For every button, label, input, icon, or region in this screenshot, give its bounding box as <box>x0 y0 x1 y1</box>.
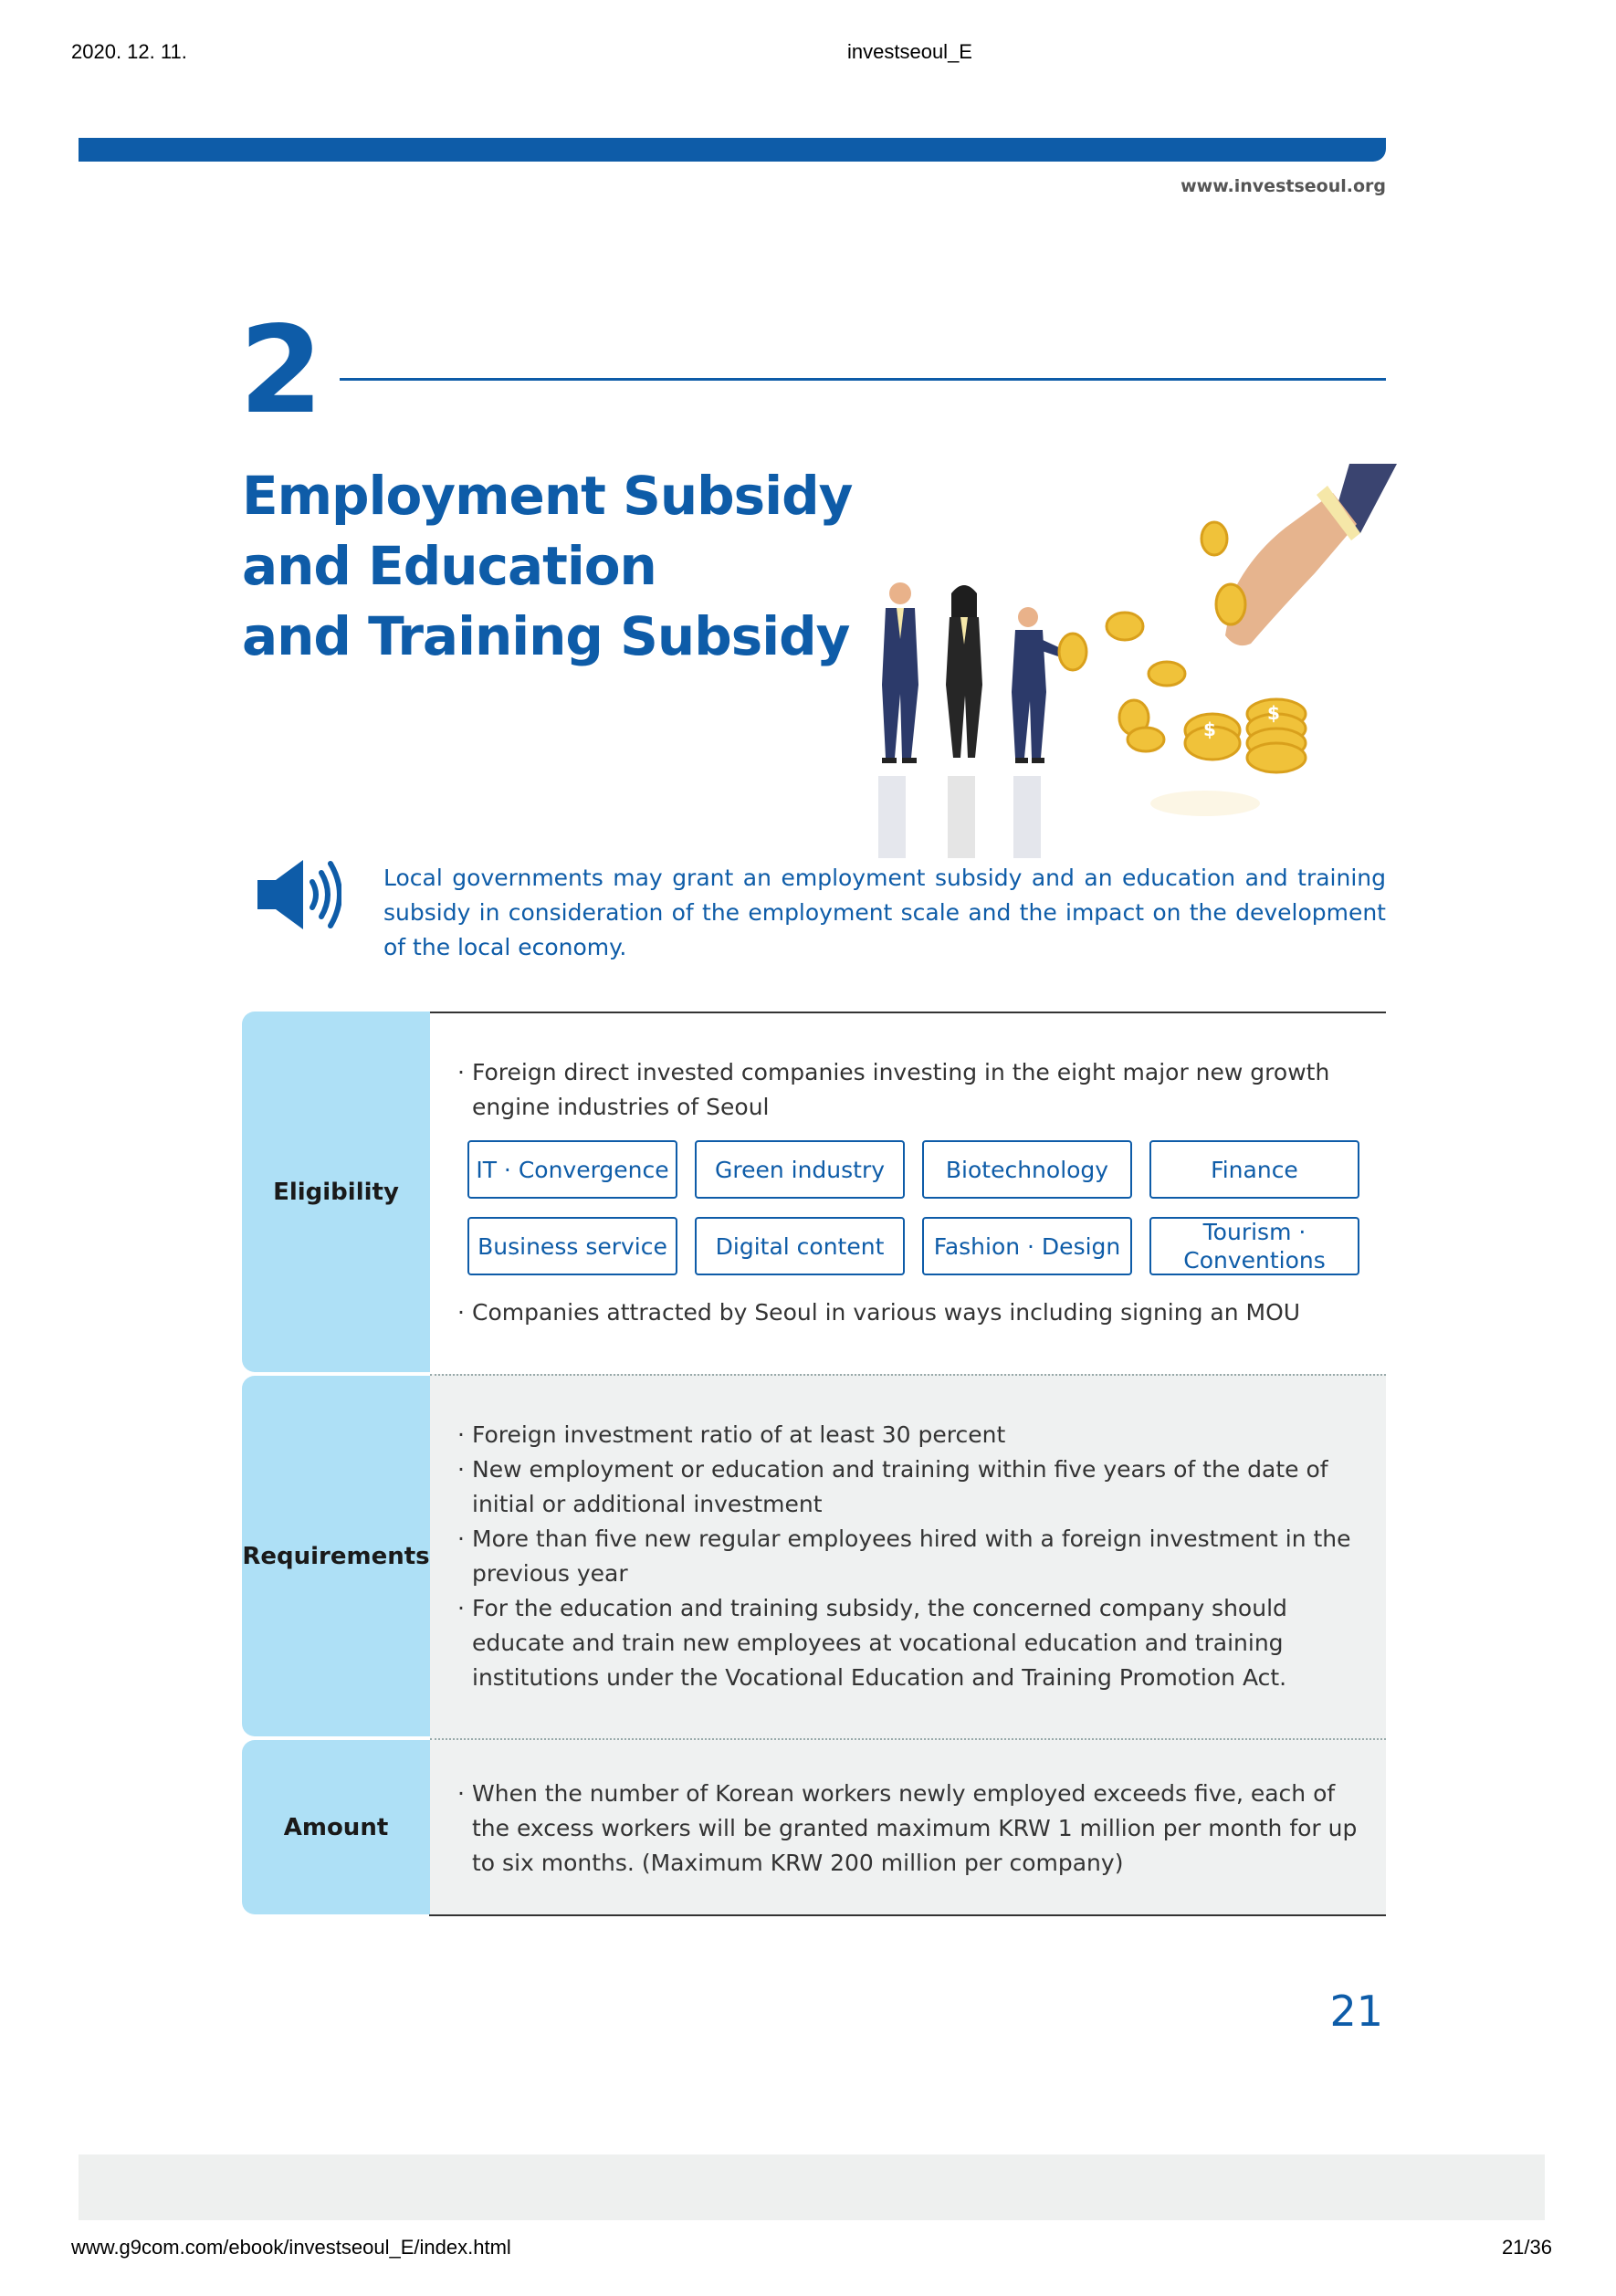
footer-band <box>79 2154 1545 2220</box>
speaker-icon <box>254 856 341 933</box>
businessman-icon <box>882 582 918 763</box>
eligibility-body <box>430 1012 1386 1372</box>
industry-chip: Business service <box>467 1217 677 1275</box>
industry-chip: Tourism · Conventions <box>1149 1217 1359 1275</box>
industry-chip: Green industry <box>695 1140 905 1199</box>
title-line: and Education <box>242 535 656 597</box>
amount-text: · When the number of Korean workers newly employed exceeds five, each of the excess workers will be granted maximum KRW 1 million per month for up to six months. (Maximum KRW 200 million per company) <box>457 1777 1376 1881</box>
requirement-item: · Foreign investment ratio of at least 30 percent <box>457 1418 1361 1452</box>
industry-chip: Digital content <box>695 1217 905 1275</box>
industry-chip: Fashion · Design <box>922 1217 1132 1275</box>
requirement-item: · New employment or education and training within five years of the date of initial or additional investment <box>457 1452 1361 1522</box>
print-url[interactable]: www.g9com.com/ebook/investseoul_E/index.html <box>71 2236 511 2259</box>
svg-text:$: $ <box>1267 702 1280 724</box>
business-people-coins-illustration <box>849 456 1397 867</box>
industry-grid <box>467 1140 1362 1275</box>
amount-label: Amount <box>242 1740 430 1914</box>
header-bar <box>79 138 1386 162</box>
page-number: 21 <box>1329 1987 1383 2036</box>
title-line: Employment Subsidy <box>242 465 853 527</box>
requirement-item: · More than five new regular employees hired with a foreign investment in the previous year <box>457 1522 1361 1591</box>
svg-text:$: $ <box>1203 718 1216 740</box>
page-title <box>242 461 852 672</box>
print-doc-title: investseoul_E <box>847 40 972 63</box>
print-page-count: 21/36 <box>1501 2236 1552 2259</box>
businesswoman-icon <box>946 585 982 758</box>
requirements-body <box>430 1374 1386 1738</box>
intro-text: Local governments may grant an employment subsidy and an education and training subsidy in consideration of the employment scale and the impact on the development of the local economy. <box>383 865 1386 960</box>
eligibility-label: Eligibility <box>242 1012 430 1372</box>
title-line: and Training Subsidy <box>242 605 850 667</box>
requirements-label: Requirements <box>242 1376 430 1736</box>
coin-icon <box>1059 613 1306 772</box>
requirement-item: · For the education and training subsidy, the concerned company should educate and train new employees at vocational education and training institutions under the Vocational Education and Training Promotion Act. <box>457 1591 1361 1695</box>
requirements-list <box>457 1418 1361 1695</box>
section-number: 2 <box>239 300 323 441</box>
industry-chip: Biotechnology <box>922 1140 1132 1199</box>
industry-chip: Finance <box>1149 1140 1359 1199</box>
hand-icon <box>1202 464 1397 645</box>
eligibility-lead: · Foreign direct invested companies investing in the eight major new growth engine industries of Seoul <box>457 1055 1376 1125</box>
eligibility-tail: · Companies attracted by Seoul in various ways including signing an MOU <box>457 1295 1376 1330</box>
amount-body <box>430 1738 1386 1916</box>
section-rule <box>340 378 1386 381</box>
businessman-icon <box>1012 607 1065 763</box>
site-url: www.investseoul.org <box>1181 176 1386 196</box>
table-bottom-rule <box>429 1914 1386 1916</box>
industry-chip: IT · Convergence <box>467 1140 677 1199</box>
print-date: 2020. 12. 11. <box>71 40 187 63</box>
